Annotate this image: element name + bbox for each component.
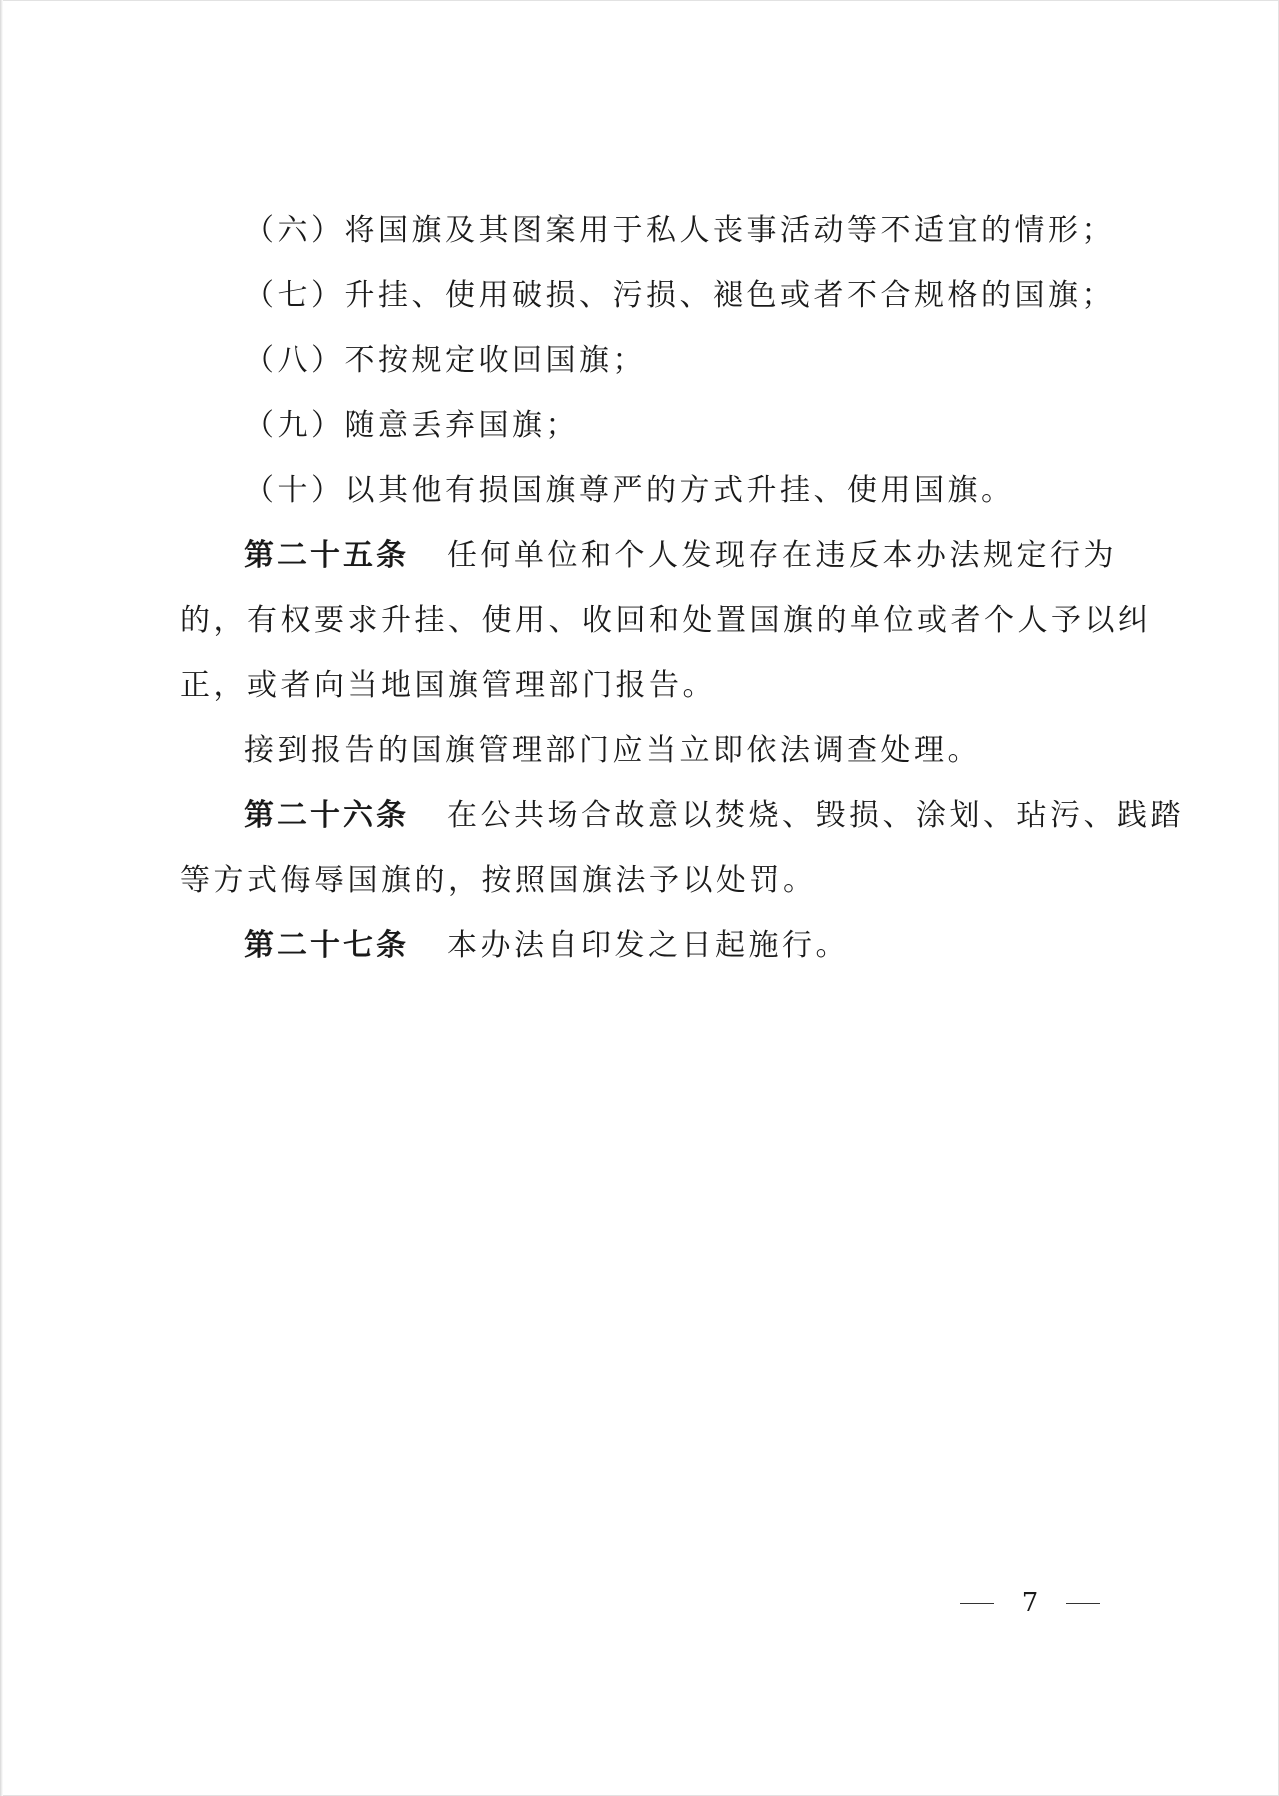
page-edge-shadow [0,0,3,1796]
article-25-first-line [180,523,1117,588]
article-25-text-3: 正，或者向当地国旗管理部门报告。 [180,668,716,703]
article-26-text-2: 等方式侮辱国旗的，按照国旗法予以处罚。 [180,863,817,898]
article-26-first-line [180,783,1184,848]
document-body [180,198,1184,978]
list-item-9: （九）随意丢弃国旗； [244,408,579,443]
article-25-text-2: 的，有权要求升挂、使用、收回和处置国旗的单位或者个人予以纠 [180,603,1152,638]
article-27-number: 第二十七条 [244,928,409,963]
article-27-first-line [180,913,1110,978]
page-number-dash-right [1066,1603,1100,1604]
article-26-text-1: 在公共场合故意以焚烧、毁损、涂划、玷污、践踏 [447,798,1184,833]
article-25-text-1: 任何单位和个人发现存在违反本办法规定行为 [447,538,1117,573]
page-number-value: 7 [1021,1588,1039,1618]
article-26-number: 第二十六条 [244,798,409,833]
list-item-6: （六）将国旗及其图案用于私人丧事活动等不适宜的情形； [244,213,1115,248]
article-25-number: 第二十五条 [244,538,409,573]
page-number-dash-left [960,1603,994,1604]
list-item-8: （八）不按规定收回国旗； [244,343,646,378]
article-27-text-1: 本办法自印发之日起施行。 [447,928,849,963]
list-item-7: （七）升挂、使用破损、污损、褪色或者不合规格的国旗； [244,278,1115,313]
page-number [960,1588,1100,1618]
report-handling-paragraph: 接到报告的国旗管理部门应当立即依法调查处理。 [244,733,981,768]
list-item-10: （十）以其他有损国旗尊严的方式升挂、使用国旗。 [244,473,1015,508]
